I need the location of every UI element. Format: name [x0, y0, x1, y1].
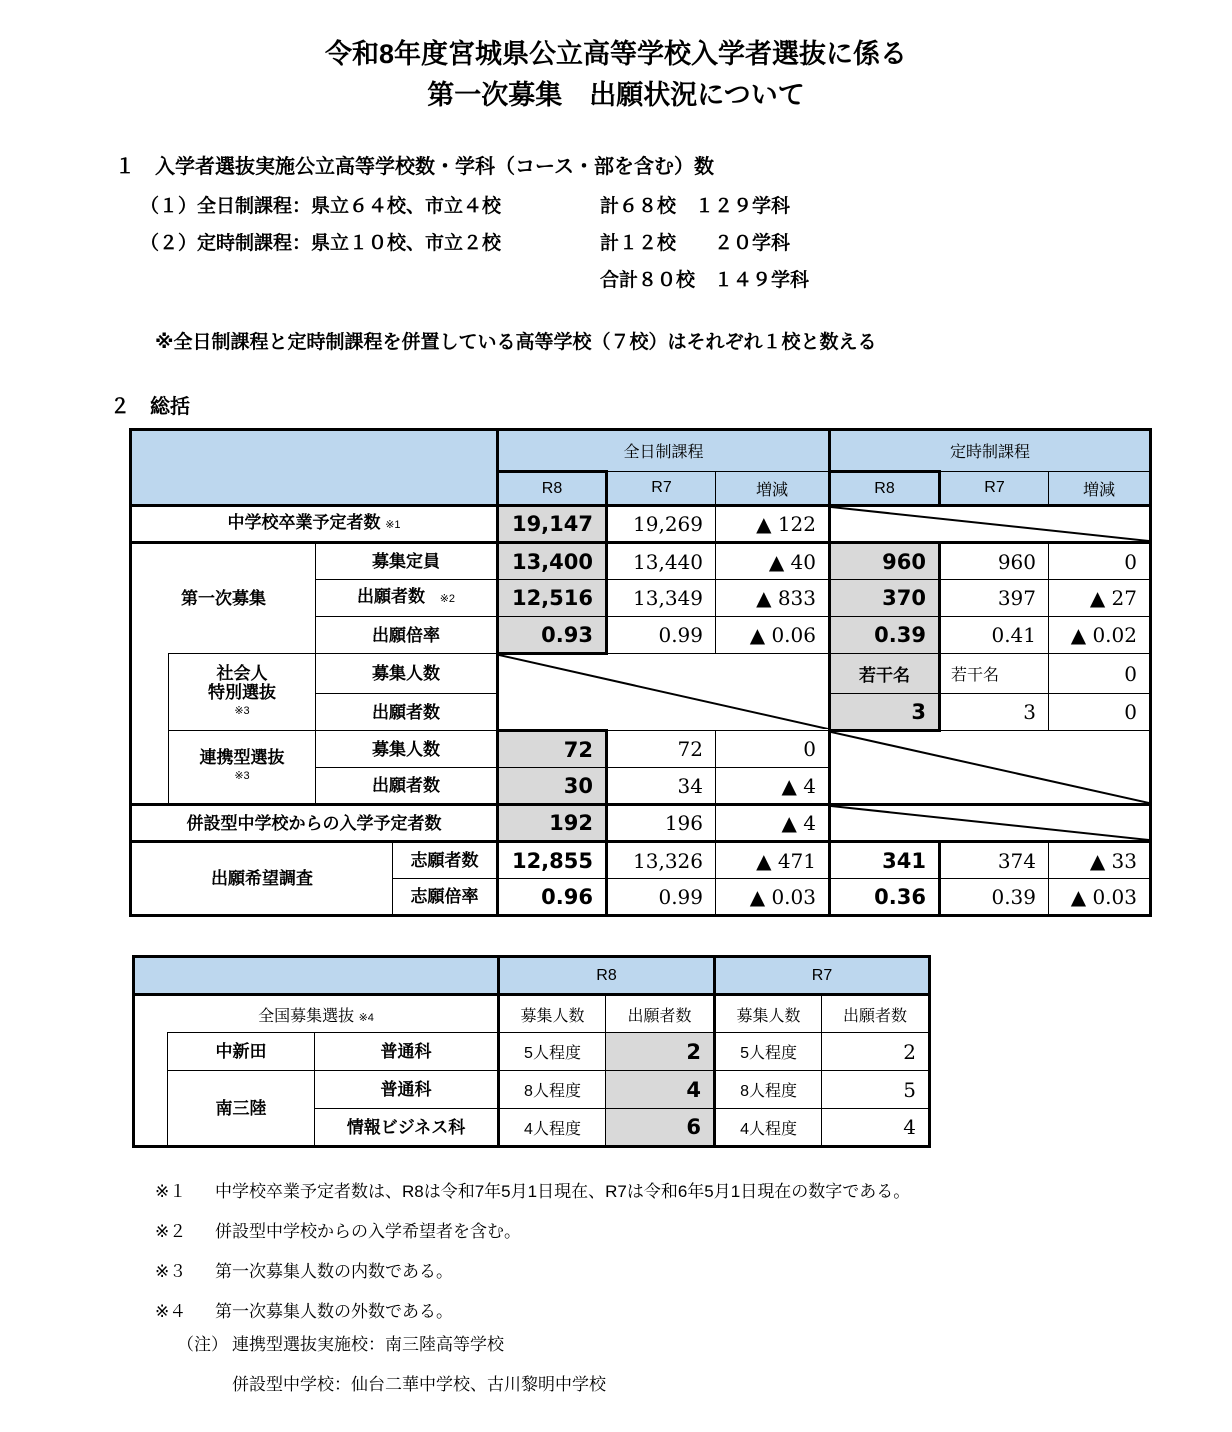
graduates-label: 中学校卒業予定者数 ※1	[131, 506, 498, 543]
r8-applicants-header: 出願者数	[606, 995, 715, 1033]
ft-r7-header: R7	[607, 472, 716, 506]
r7-group-header: R7	[715, 957, 930, 995]
adult-recruit-pt-diff: 0	[1049, 654, 1151, 694]
table-row	[131, 543, 1151, 580]
capacity-pt-diff: 0	[1049, 543, 1151, 580]
ratio-pt-r7: 0.41	[940, 617, 1049, 654]
ratio-pt-r8: 0.39	[830, 617, 940, 654]
corner-cell	[131, 430, 498, 506]
attached-ft-r8: 192	[498, 805, 607, 842]
fulltime-total-text: 計６８校 １２９学科	[600, 196, 791, 217]
school-name: 南三陸	[168, 1071, 315, 1147]
r8-applicants-value: 2	[606, 1033, 715, 1071]
section1-line-fulltime	[140, 191, 809, 228]
parttime-group-header: 定時制課程	[830, 430, 1151, 472]
r7-recruit-value: 8人程度	[715, 1071, 822, 1109]
summary-table	[129, 428, 1152, 917]
survey-ratio-pt-r7: 0.39	[940, 879, 1049, 916]
coop-applicants-label: 出願者数	[316, 768, 498, 805]
remark-2	[177, 1373, 606, 1413]
r8-recruit-value: 4人程度	[499, 1109, 606, 1147]
section1-line-parttime	[140, 228, 809, 265]
footnote-ref: ※4	[358, 1011, 374, 1024]
adult-selection-label: 社会人 特別選抜 ※3	[169, 654, 316, 731]
applicants-pt-r7: 397	[940, 580, 1049, 617]
r8-applicants-value: 6	[606, 1109, 715, 1147]
r7-recruit-value: 5人程度	[715, 1033, 822, 1071]
section1-heading: １ 入学者選抜実施公立高等学校数・学科（コース・部を含む）数	[115, 156, 714, 178]
nationwide-table	[132, 955, 931, 1148]
adult-recruit-pt-r8: 若干名	[830, 654, 940, 694]
survey-ratio-label: 志願倍率	[393, 879, 498, 916]
coop-applicants-ft-diff: ▲ 4	[716, 768, 830, 805]
adult-recruit-label: 募集人数	[316, 654, 498, 694]
remark-text: 連携型選抜実施校：南三陸高等学校	[232, 1335, 504, 1354]
r7-applicants-value: 2	[822, 1033, 930, 1071]
coop-applicants-ft-r7: 34	[607, 768, 716, 805]
footnote-text: 第一次募集人数の内数である。	[215, 1262, 453, 1281]
footnote-ref: ※3	[234, 704, 250, 717]
pt-r8-header: R8	[830, 472, 940, 506]
r7-applicants-value: 5	[822, 1071, 930, 1109]
title-line-1: 令和8年度宮城県公立高等学校入学者選抜に係る	[324, 39, 907, 69]
table-row	[131, 654, 1151, 694]
ratio-pt-diff: ▲ 0.02	[1049, 617, 1151, 654]
capacity-ft-diff: ▲ 40	[716, 543, 830, 580]
ft-diff-header: 増減	[716, 472, 830, 506]
table-row	[134, 1071, 930, 1109]
r7-applicants-value: 4	[822, 1109, 930, 1147]
graduates-ft-r8: 19,147	[498, 506, 607, 543]
title-line-2: 第一次募集 出願状況について	[427, 80, 805, 110]
adult-applicants-label: 出願者数	[316, 694, 498, 731]
survey-label: 出願希望調査	[131, 842, 393, 916]
survey-applicants-ft-diff: ▲ 471	[716, 842, 830, 879]
survey-ratio-ft-diff: ▲ 0.03	[716, 879, 830, 916]
table-row	[134, 957, 930, 995]
corner-cell	[134, 957, 499, 995]
empty-diagonal-cell	[830, 731, 1151, 805]
survey-applicants-pt-r7: 374	[940, 842, 1049, 879]
adult-recruit-pt-r7: 若干名	[940, 654, 1049, 694]
survey-applicants-ft-r7: 13,326	[607, 842, 716, 879]
applicants-pt-r8: 370	[830, 580, 940, 617]
section1-lines	[140, 191, 809, 302]
capacity-ft-r8: 13,400	[498, 543, 607, 580]
parttime-total-text: 計１２校 ２０学科	[600, 233, 791, 254]
r7-recruit-value: 4人程度	[715, 1109, 822, 1147]
attached-ft-r7: 196	[607, 805, 716, 842]
r8-group-header: R8	[499, 957, 715, 995]
capacity-ft-r7: 13,440	[607, 543, 716, 580]
footnote-ref: ※1	[385, 519, 401, 531]
applicants-label: 出願者数 ※2	[316, 580, 498, 617]
indent-cell	[131, 654, 169, 805]
diagonal-line	[499, 655, 828, 729]
r8-applicants-value: 4	[606, 1071, 715, 1109]
applicants-ft-diff: ▲ 833	[716, 580, 830, 617]
remark-text: 併設型中学校：仙台二華中学校、古川黎明中学校	[232, 1375, 606, 1394]
adult-applicants-pt-r7: 3	[940, 694, 1049, 731]
applicants-ft-r7: 13,349	[607, 580, 716, 617]
grandtotal-text: 合計８０校 １４９学科	[600, 270, 810, 291]
coop-applicants-ft-r8: 30	[498, 768, 607, 805]
empty-diagonal-cell	[830, 506, 1151, 543]
indent-cell	[134, 1033, 168, 1147]
coop-recruit-label: 募集人数	[316, 731, 498, 768]
footnote-ref: ※2	[439, 593, 456, 605]
remark-1	[177, 1333, 606, 1373]
footnote-1	[155, 1180, 910, 1220]
pt-r7-header: R7	[940, 472, 1049, 506]
capacity-pt-r8: 960	[830, 543, 940, 580]
department-name: 情報ビジネス科	[315, 1109, 499, 1147]
department-name: 普通科	[315, 1071, 499, 1109]
coop-recruit-ft-r7: 72	[607, 731, 716, 768]
r8-recruit-header: 募集人数	[499, 995, 606, 1033]
table-row	[131, 805, 1151, 842]
r7-recruit-header: 募集人数	[715, 995, 822, 1033]
graduates-ft-r7: 19,269	[607, 506, 716, 543]
nationwide-label: 全国募集選抜 ※4	[134, 995, 499, 1033]
footnotes	[155, 1180, 910, 1340]
pt-diff-header: 増減	[1049, 472, 1151, 506]
survey-applicants-pt-diff: ▲ 33	[1049, 842, 1151, 879]
remark-marker	[177, 1373, 232, 1413]
footnote-text: 中学校卒業予定者数は、R8は令和7年5月1日現在、R7は令和6年5月1日現在の数字である。	[215, 1182, 911, 1201]
survey-applicants-ft-r8: 12,855	[498, 842, 607, 879]
ratio-ft-diff: ▲ 0.06	[716, 617, 830, 654]
ft-r8-header: R8	[498, 472, 607, 506]
adult-applicants-pt-r8: 3	[830, 694, 940, 731]
remark-marker: （注）	[177, 1335, 228, 1354]
ratio-ft-r8: 0.93	[498, 617, 607, 654]
survey-ratio-pt-r8: 0.36	[830, 879, 940, 916]
department-name: 普通科	[315, 1033, 499, 1071]
document-title	[0, 34, 1232, 116]
section2-heading: ２ 総括	[110, 396, 190, 418]
footnote-marker: ※４	[155, 1302, 187, 1321]
adult-applicants-pt-diff: 0	[1049, 694, 1151, 731]
footnote-marker: ※１	[155, 1182, 187, 1201]
r8-recruit-value: 5人程度	[499, 1033, 606, 1071]
applicants-ft-r8: 12,516	[498, 580, 607, 617]
empty-diagonal-cell	[498, 654, 830, 731]
footnote-3	[155, 1260, 910, 1300]
table-row	[131, 506, 1151, 543]
section1-note: ※全日制課程と定時制課程を併置している高等学校（７校）はそれぞれ１校と数える	[155, 332, 877, 353]
footnote-marker: ※２	[155, 1222, 187, 1241]
coop-recruit-ft-r8: 72	[498, 731, 607, 768]
diagonal-line	[831, 507, 1149, 541]
table-row	[134, 995, 930, 1033]
table-row	[131, 430, 1151, 472]
ratio-label: 出願倍率	[316, 617, 498, 654]
footnote-text: 第一次募集人数の外数である。	[215, 1302, 453, 1321]
footnote-2	[155, 1220, 910, 1260]
survey-ratio-ft-r7: 0.99	[607, 879, 716, 916]
table-row	[131, 731, 1151, 768]
r8-recruit-value: 8人程度	[499, 1071, 606, 1109]
r7-applicants-header: 出願者数	[822, 995, 930, 1033]
attached-ft-diff: ▲ 4	[716, 805, 830, 842]
survey-applicants-label: 志願者数	[393, 842, 498, 879]
school-name: 中新田	[168, 1033, 315, 1071]
coop-recruit-ft-diff: 0	[716, 731, 830, 768]
graduates-ft-diff: ▲ 122	[716, 506, 830, 543]
fulltime-group-header: 全日制課程	[498, 430, 830, 472]
table-row	[131, 842, 1151, 879]
footnote-ref: ※3	[234, 770, 250, 782]
fulltime-count-text: （１）全日制課程：県立６４校、市立４校	[140, 196, 502, 217]
footnote-marker: ※３	[155, 1262, 187, 1281]
diagonal-line	[831, 732, 1149, 803]
table-row	[134, 1033, 930, 1071]
remarks	[177, 1333, 606, 1413]
parttime-count-text: （２）定時制課程：県立１０校、市立２校	[140, 233, 502, 254]
survey-applicants-pt-r8: 341	[830, 842, 940, 879]
capacity-pt-r7: 960	[940, 543, 1049, 580]
capacity-label: 募集定員	[316, 543, 498, 580]
footnote-text: 併設型中学校からの入学希望者を含む。	[215, 1222, 521, 1241]
ratio-ft-r7: 0.99	[607, 617, 716, 654]
cooperative-selection-label: 連携型選抜 ※3	[169, 731, 316, 805]
first-recruit-label: 第一次募集	[131, 543, 316, 654]
diagonal-line	[831, 806, 1149, 840]
survey-ratio-pt-diff: ▲ 0.03	[1049, 879, 1151, 916]
empty-diagonal-cell	[830, 805, 1151, 842]
survey-ratio-ft-r8: 0.96	[498, 879, 607, 916]
attached-school-label: 併設型中学校からの入学予定者数	[131, 805, 498, 842]
applicants-pt-diff: ▲ 27	[1049, 580, 1151, 617]
section1-line-grandtotal	[140, 265, 809, 302]
spacer	[140, 265, 600, 302]
